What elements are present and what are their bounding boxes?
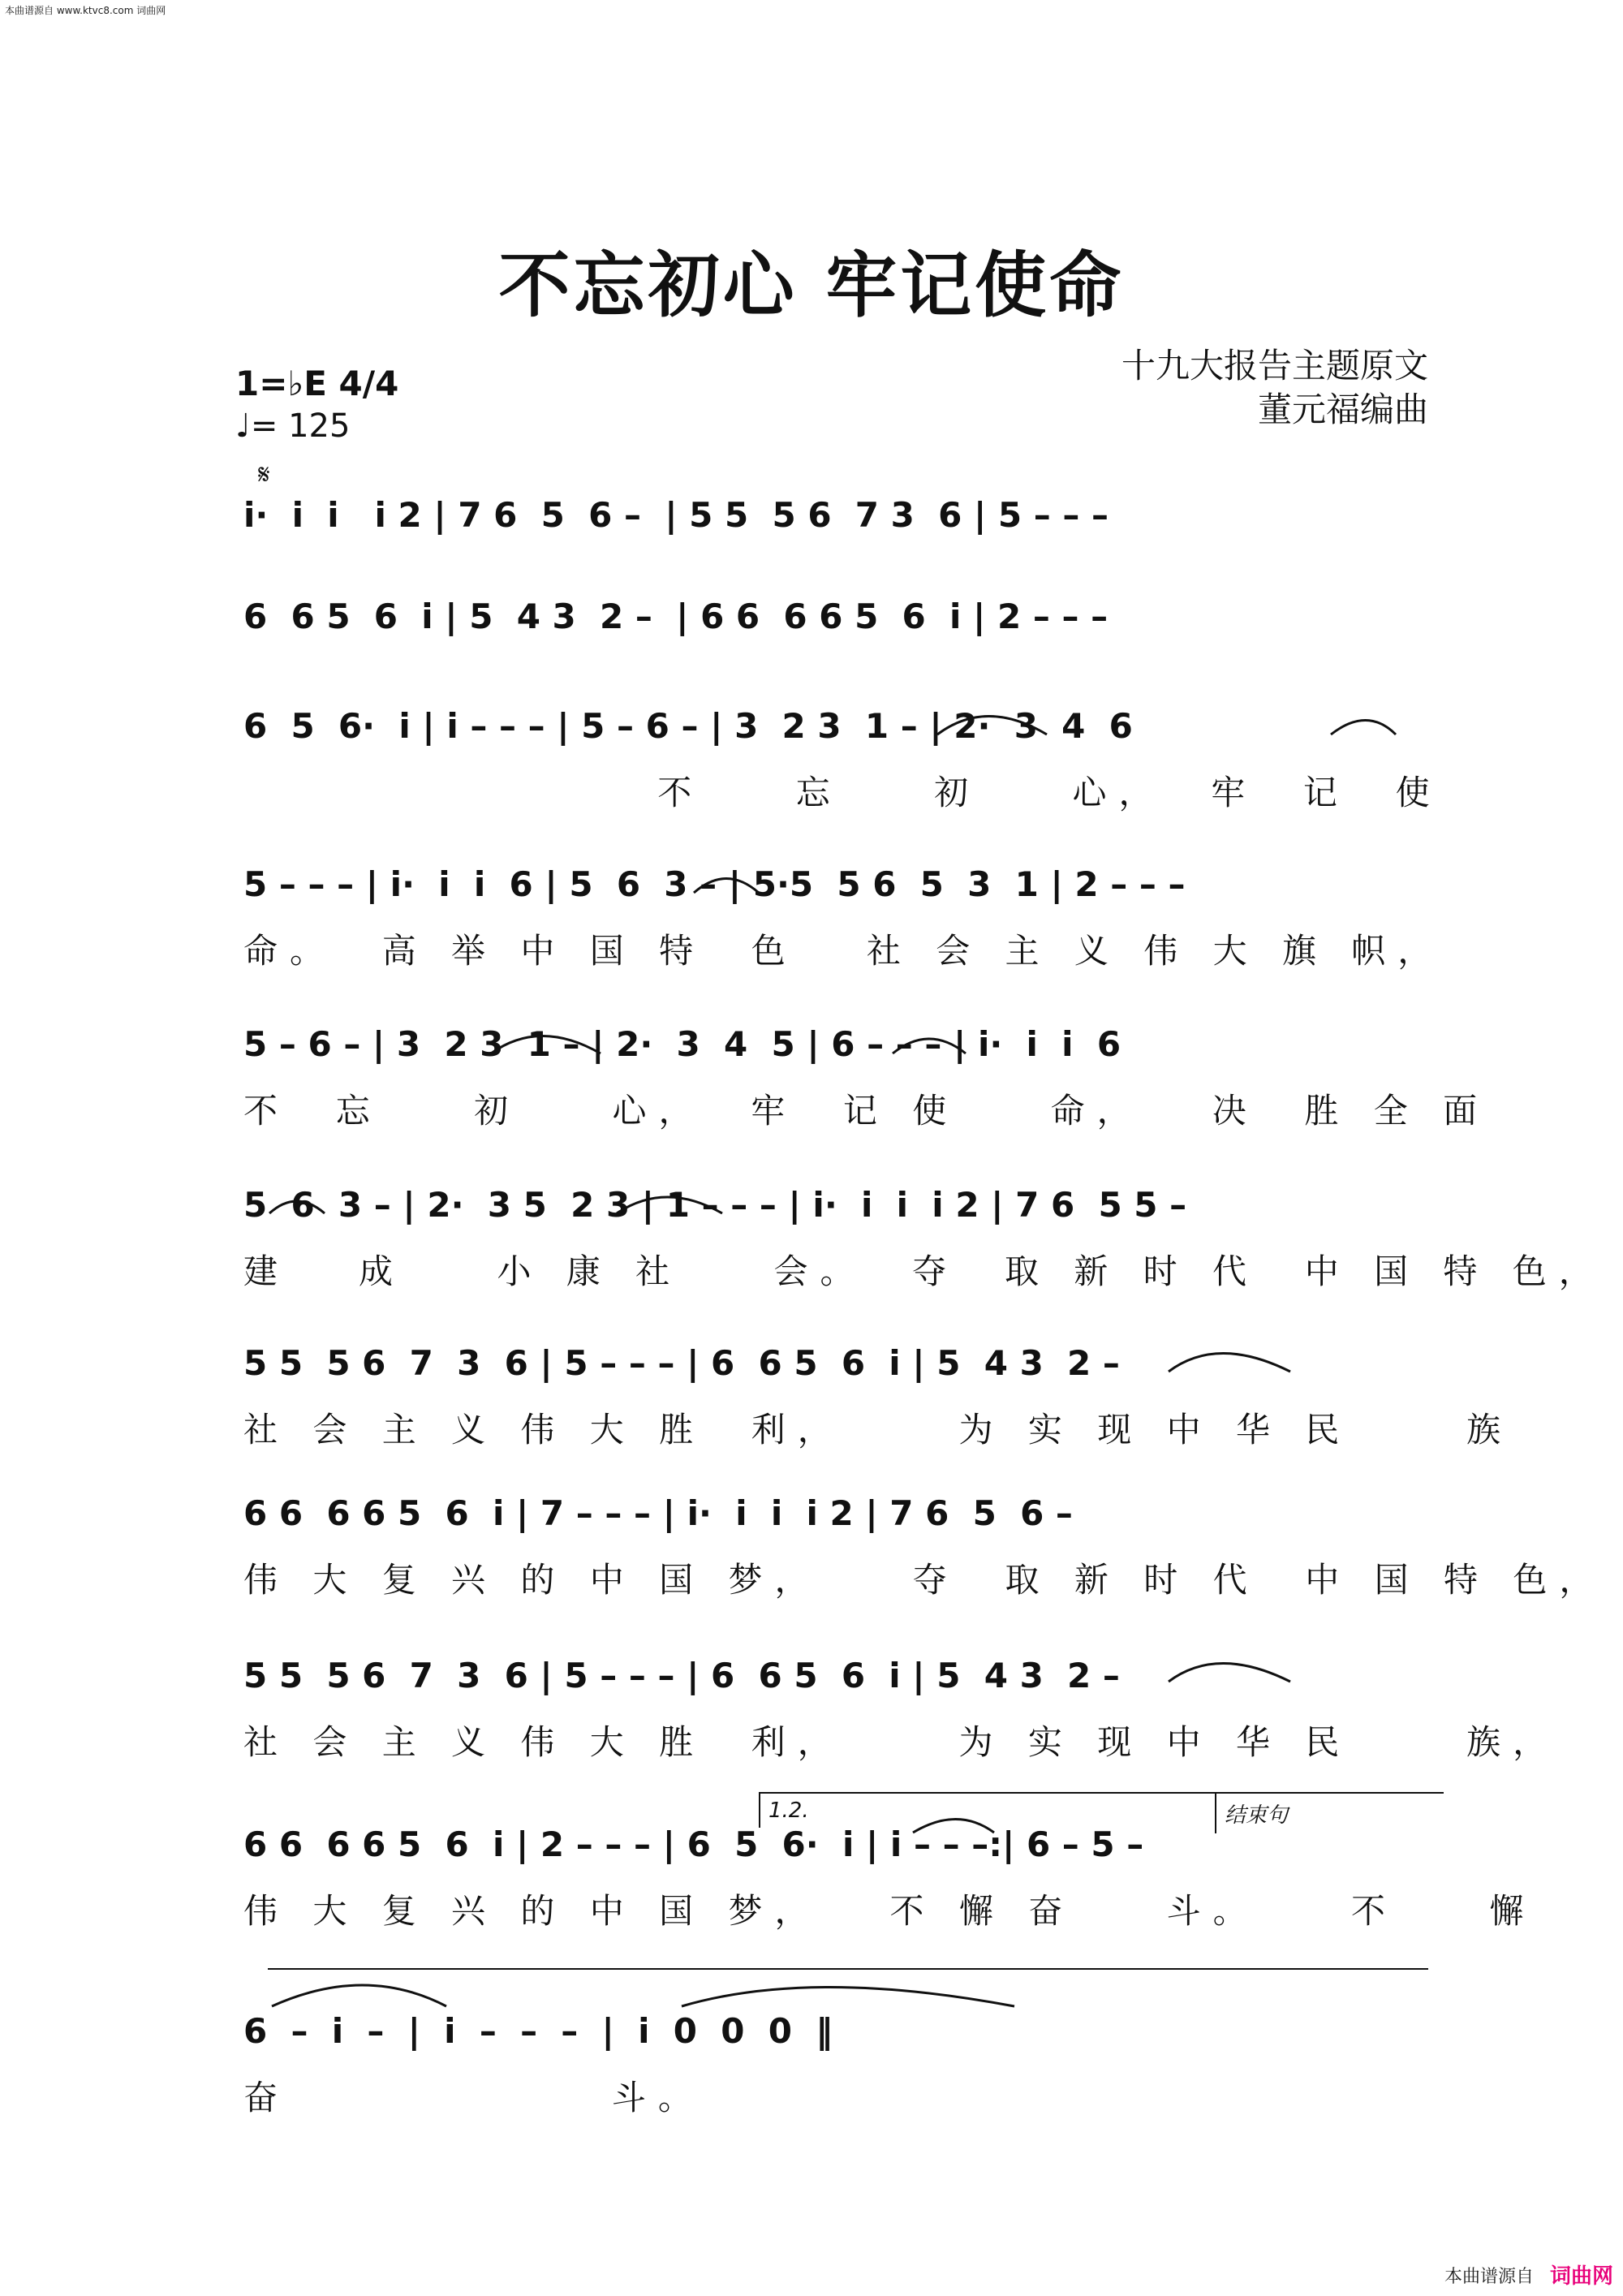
lyrics-row: 社 会 主 义 伟 大 胜 利， 为 实 现 中 华 民 族 [243, 1410, 1513, 1450]
notation-row: i· i i i 2 | 7 6 5 6 – | 5 5 5 6 7 3 6 | 5 – – – [243, 495, 1109, 535]
source-header: 本曲谱源自 www.ktvc8.com 词曲网 [5, 5, 166, 16]
segno-sign: 𝄋 [258, 459, 270, 491]
composer-credit: 董元福编曲 [1257, 390, 1428, 429]
volta-bracket-1: 1.2. [759, 1792, 1223, 1828]
slur [682, 1988, 1014, 2007]
footer-logo: 词曲网 [1549, 2264, 1613, 2289]
notation-row: 6 6 6 6 5 6 i | 7 – – – | i· i i i 2 | 7 6 5 6 – [243, 1493, 1073, 1533]
score-title: 不忘初心 牢记使命 [498, 243, 1125, 327]
lyrics-row: 伟 大 复 兴 的 中 国 梦， 不 懈 奋 斗。 不 懈 [243, 1891, 1536, 1931]
lyrics-row: 命。 高 举 中 国 特 色 社 会 主 义 伟 大 旗 帜， [243, 931, 1444, 971]
tempo-marking: ♩= 125 [235, 407, 351, 445]
lyrics-row: 不 忘 初 心， 牢 记 使 [243, 773, 1442, 812]
footer-source: 本曲谱源自 [1444, 2267, 1534, 2287]
ending-phrase-bracket: 结束句 [1215, 1792, 1444, 1833]
slur [272, 1985, 446, 2006]
notation-row: 6 – i – | i – – – | i 0 0 0 ‖ [243, 2011, 833, 2051]
lyrics-credit: 十九大报告主题原文 [1121, 346, 1428, 386]
notation-row: 6 6 5 6 i | 5 4 3 2 – | 6 6 6 6 5 6 i | 2 – – – [243, 597, 1109, 636]
lyrics-row: 伟 大 复 兴 的 中 国 梦， 夺 取 新 时 代 中 国 特 色， [243, 1560, 1606, 1600]
lyrics-row: 奋 斗。 [243, 2078, 704, 2117]
notation-row: 5 6 3 – | 2· 3 5 2 3 | 1 – – – | i· i i i 2 | 7 6 5 5 – [243, 1185, 1187, 1225]
notation-row: 5 5 5 6 7 3 6 | 5 – – – | 6 6 5 6 i | 5 4 3 2 – [243, 1656, 1120, 1695]
notation-row: 5 5 5 6 7 3 6 | 5 – – – | 6 6 5 6 i | 5 4 3 2 – [243, 1343, 1120, 1383]
notation-row: 6 5 6· i | i – – – | 5 – 6 – | 3 2 3 1 – | 2· 3 4 6 [243, 706, 1133, 746]
notation-row: 6 6 6 6 5 6 i | 2 – – – | 6 5 6· i | i – – –:| 6 – 5 – [243, 1824, 1144, 1864]
notation-row: 5 – 6 – | 3 2 3 1 – | 2· 3 4 5 | 6 – – – | i· i i 6 [243, 1024, 1121, 1064]
lyrics-row: 社 会 主 义 伟 大 胜 利， 为 实 现 中 华 民 族， [243, 1722, 1560, 1762]
lyrics-row: 建 成 小 康 社 会。 夺 取 新 时 代 中 国 特 色， [243, 1251, 1605, 1291]
key-signature: 1=♭E 4/4 [235, 364, 399, 403]
notation-row: 5 – – – | i· i i 6 | 5 6 3 – | 5·5 5 6 5 3 1 | 2 – – – [243, 864, 1186, 904]
lyrics-row: 不 忘 初 心， 牢 记 使 命， 决 胜 全 面 [243, 1091, 1490, 1131]
